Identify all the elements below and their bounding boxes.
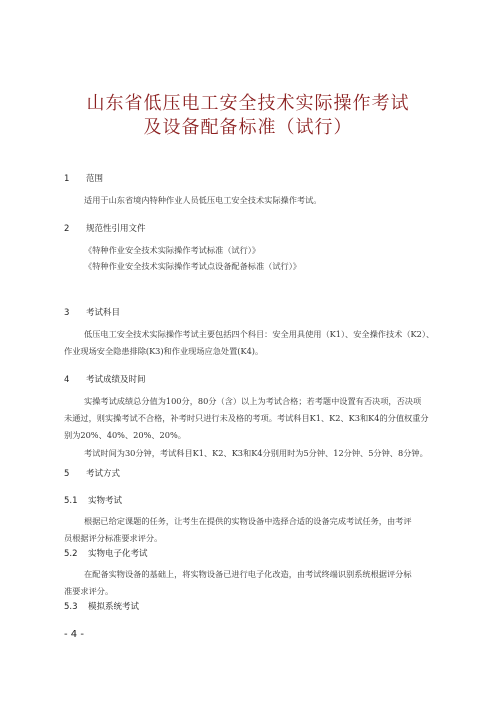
section-1-heading xyxy=(64,172,103,184)
section-5-2-heading xyxy=(64,547,148,559)
section-number: 1 xyxy=(64,174,70,184)
section-4-line-2: 未通过，则实操考试不合格，补考时只进行未及格的考项。考试科目K1、K2、K3和K4的分值权重分 xyxy=(64,413,429,423)
section-title: 考试方式 xyxy=(86,469,121,479)
section-5-1-heading xyxy=(64,494,122,506)
section-number: 5 xyxy=(64,469,70,479)
section-title: 考试科目 xyxy=(86,308,121,318)
section-number: 2 xyxy=(64,224,70,234)
section-5-1-line-1: 根据已给定课题的任务，让考生在提供的实物设备中选择合适的设备完成考试任务，由考评 xyxy=(84,516,412,526)
section-5-2-line-1: 在配备实物设备的基础上，将实物设备已进行电子化改造，由考试终端识别系统根据评分标 xyxy=(84,569,412,579)
reference-2: 《特种作业安全技术实际操作考试点设备配备标准（试行）》 xyxy=(84,261,301,271)
section-5-2-line-2: 准要求评分。 xyxy=(64,586,114,596)
section-3-line-2: 作业现场安全隐患排除(K3)和作业现场应急处置(K4)。 xyxy=(64,346,264,356)
section-title: 模拟系统考试 xyxy=(88,602,140,612)
section-5-heading xyxy=(64,467,120,479)
section-2-heading xyxy=(64,222,146,234)
section-4-line-1: 实操考试成绩总分值为100分，80分（含）以上为考试合格；若考题中设置有否决项，否决项 xyxy=(84,396,422,406)
section-4-line-3: 别为20%、40%、20%、20%。 xyxy=(64,430,186,440)
section-title: 范围 xyxy=(86,174,104,184)
section-title: 实物电子化考试 xyxy=(88,549,148,559)
section-title: 规范性引用文件 xyxy=(86,224,146,234)
section-number: 5.1 xyxy=(64,496,78,506)
section-number: 5.3 xyxy=(64,602,78,612)
section-5-1-line-2: 员根据评分标准要求评分。 xyxy=(64,533,163,543)
section-4-heading xyxy=(64,373,146,385)
section-4-line-4: 考试时间为30分钟，考试科目K1、K2、K3和K4分别用时为5分钟、12分钟、5分钟、8分钟。 xyxy=(84,448,428,458)
section-3-line-1: 低压电工安全技术实际操作考试主要包括四个科目：安全用具使用（K1）、安全操作技术（K2）、 xyxy=(84,329,435,339)
page-number: - 4 - xyxy=(64,629,84,640)
reference-1: 《特种作业安全技术实际操作考试标准（试行）》 xyxy=(84,245,261,255)
section-5-3-heading xyxy=(64,600,139,612)
section-1-paragraph: 适用于山东省境内特种作业人员低压电工安全技术实际操作考试。 xyxy=(84,195,322,205)
section-title: 实物考试 xyxy=(88,496,123,506)
section-number: 4 xyxy=(64,375,70,385)
section-3-heading xyxy=(64,306,120,318)
section-title: 考试成绩及时间 xyxy=(86,375,146,385)
document-title-line-1: 山东省低压电工安全技术实际操作考试 xyxy=(86,93,410,114)
section-number: 3 xyxy=(64,308,70,318)
document-title-line-2: 及设备配备标准（试行） xyxy=(143,117,353,138)
section-number: 5.2 xyxy=(64,549,78,559)
